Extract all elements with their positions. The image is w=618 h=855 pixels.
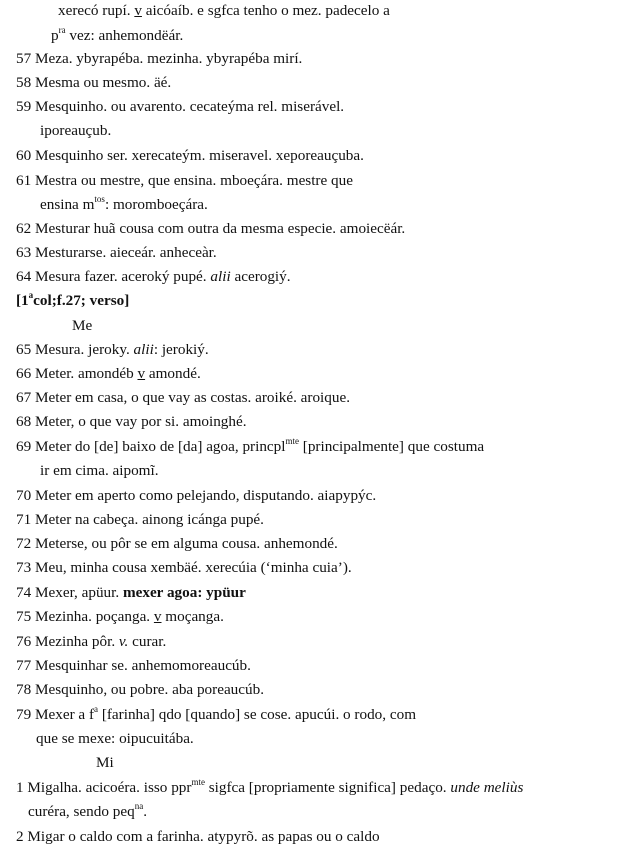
entry-70: 70 Meter em aperto como pelejando, disputando. aiapypýc. [16, 487, 377, 504]
entry-69-continuation: ir em cima. aipomĩ. [40, 462, 159, 479]
entry-79: 79 Mexer a $f^a$ [farinha] qdo [quando] se cose. apucúi. o rodo, com [16, 703, 417, 723]
entry-mi-2: 2 Migar o caldo com a farinha. atypyrõ. as papas ou o caldo [16, 828, 380, 845]
entry-78: 78 Mesquinho, ou pobre. aba poreaucúb. [16, 681, 264, 698]
entry-79-continuation: que se mexe: oipucuitába. [36, 730, 194, 747]
entry-77: 77 Mesquinhar se. anhemomoreaucúb. [16, 657, 251, 674]
entry-65: 65 Mesura. jeroky. alii: jerokiý. [16, 341, 209, 358]
folio-reference: [1$^a$col;f.27; verso] [16, 289, 130, 309]
entry-mi-1: 1 Migalha. acicoéra. isso ppr$^{mte}$ sigfca [propriamente significa] pedaço. unde meliùs [16, 776, 524, 796]
section-heading-me: Me [72, 317, 93, 334]
entry-69: 69 Meter do [de] baixo de [da] agoa, princpl$^{mte}$ [principalmente] que costuma [16, 435, 485, 455]
entry-67: 67 Meter em casa, o que vay as costas. aroiké. aroique. [16, 389, 350, 406]
entry-73: 73 Meu, minha cousa xembäé. xerecúia (‘minha cuia’). [16, 559, 352, 576]
entry-74: 74 Mexer, apüur. mexer agoa: ypüur [16, 584, 246, 601]
entry-59-continuation: iporeauçub. [40, 122, 112, 139]
entry-63: 63 Mesturarse. aieceár. anheceàr. [16, 244, 217, 261]
entry-76: 76 Mezinha pôr. v. curar. [16, 633, 167, 650]
entry-72: 72 Meterse, ou pôr se em alguma cousa. anhemondé. [16, 535, 338, 552]
entry-75: 75 Mezinha. poçanga. v moçanga. [16, 608, 224, 625]
entry-68: 68 Meter, o que vay por si. amoinghé. [16, 413, 247, 430]
entry-64: 64 Mesura fazer. aceroký pupé. alii acerogiý. [16, 268, 291, 285]
entry-57: 57 Meza. ybyrapéba. mezinha. ybyrapéba mirí. [16, 50, 303, 67]
entry-62: 62 Mesturar huã cousa com outra da mesma especie. amoiecëár. [16, 220, 406, 237]
section-heading-mi: Mi [96, 754, 114, 771]
entry-71: 71 Meter na cabeça. ainong icánga pupé. [16, 511, 264, 528]
entry-61-continuation: ensina $m^{tos}$: moromboeçára. [40, 193, 208, 213]
entry-58: 58 Mesma ou mesmo. äé. [16, 74, 172, 91]
see-abbreviation: v [134, 2, 142, 19]
entry-61: 61 Mestra ou mestre, que ensina. mboeçára. mestre que [16, 172, 353, 189]
entry-56-continuation-line-1: xerecó rupí. v aicóaíb. e sgfca tenho o mez. padecelo a [58, 2, 390, 19]
entry-59: 59 Mesquinho. ou avarento. cecateýma rel. miserável. [16, 98, 345, 115]
entry-mi-1-continuation: curéra, sendo peq$^{na}$. [28, 800, 147, 820]
entry-56-continuation-line-2: $p^{ra}$ vez: anhemondëár. [51, 24, 184, 44]
entry-60: 60 Mesquinho ser. xerecateým. miseravel. xeporeauçuba. [16, 147, 364, 164]
entry-66: 66 Meter. amondéb v amondé. [16, 365, 201, 382]
